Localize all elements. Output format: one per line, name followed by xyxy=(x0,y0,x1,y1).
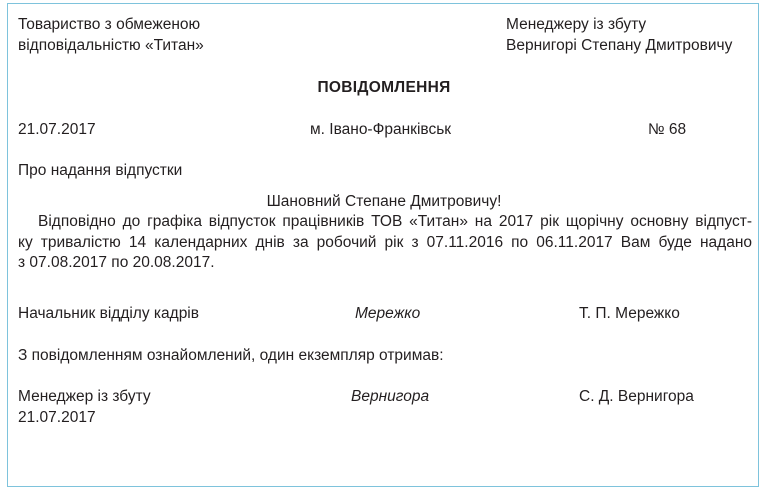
hr-signature: Мережко xyxy=(355,305,421,322)
acknowledgement-text: З повідомленням ознайомлений, один екземпляр отримав: xyxy=(18,347,444,364)
document-subject: Про надання відпустки xyxy=(18,162,183,179)
body-paragraph xyxy=(18,212,752,274)
recipient-line-1: Менеджеру із збуту xyxy=(506,16,647,33)
document-number: № 68 xyxy=(648,121,687,138)
employee-sign-date: 21.07.2017 xyxy=(18,409,96,426)
recipient-line-2: Вернигорі Степану Дмитровичу xyxy=(506,37,733,54)
hr-position: Начальник відділу кадрів xyxy=(18,305,199,322)
sender-line-2: відповідальністю «Титан» xyxy=(18,37,204,54)
hr-name: Т. П. Мережко xyxy=(579,305,680,322)
document-date: 21.07.2017 xyxy=(18,121,96,138)
sender-line-1: Товариство з обмеженою xyxy=(18,16,201,33)
employee-name: С. Д. Вернигора xyxy=(579,388,694,405)
salutation: Шановний Степане Дмитровичу! xyxy=(266,193,502,210)
employee-signature: Вернигора xyxy=(351,388,430,405)
body-line: Відповідно до графіка відпусток працівників ТОВ «Титан» на 2017 рік щорічну основну відпуст- xyxy=(38,213,752,230)
employee-position: Менеджер із збуту xyxy=(18,388,151,405)
document-place: м. Івано-Франківськ xyxy=(310,121,452,138)
body-line: з 07.08.2017 по 20.08.2017. xyxy=(18,254,215,271)
body-line: ку тривалістю 14 календарних днів за робочий рік з 07.11.2016 по 06.11.2017 Вам буде надано xyxy=(18,233,752,251)
document-page xyxy=(7,3,759,487)
document-title: ПОВІДОМЛЕННЯ xyxy=(317,79,451,96)
